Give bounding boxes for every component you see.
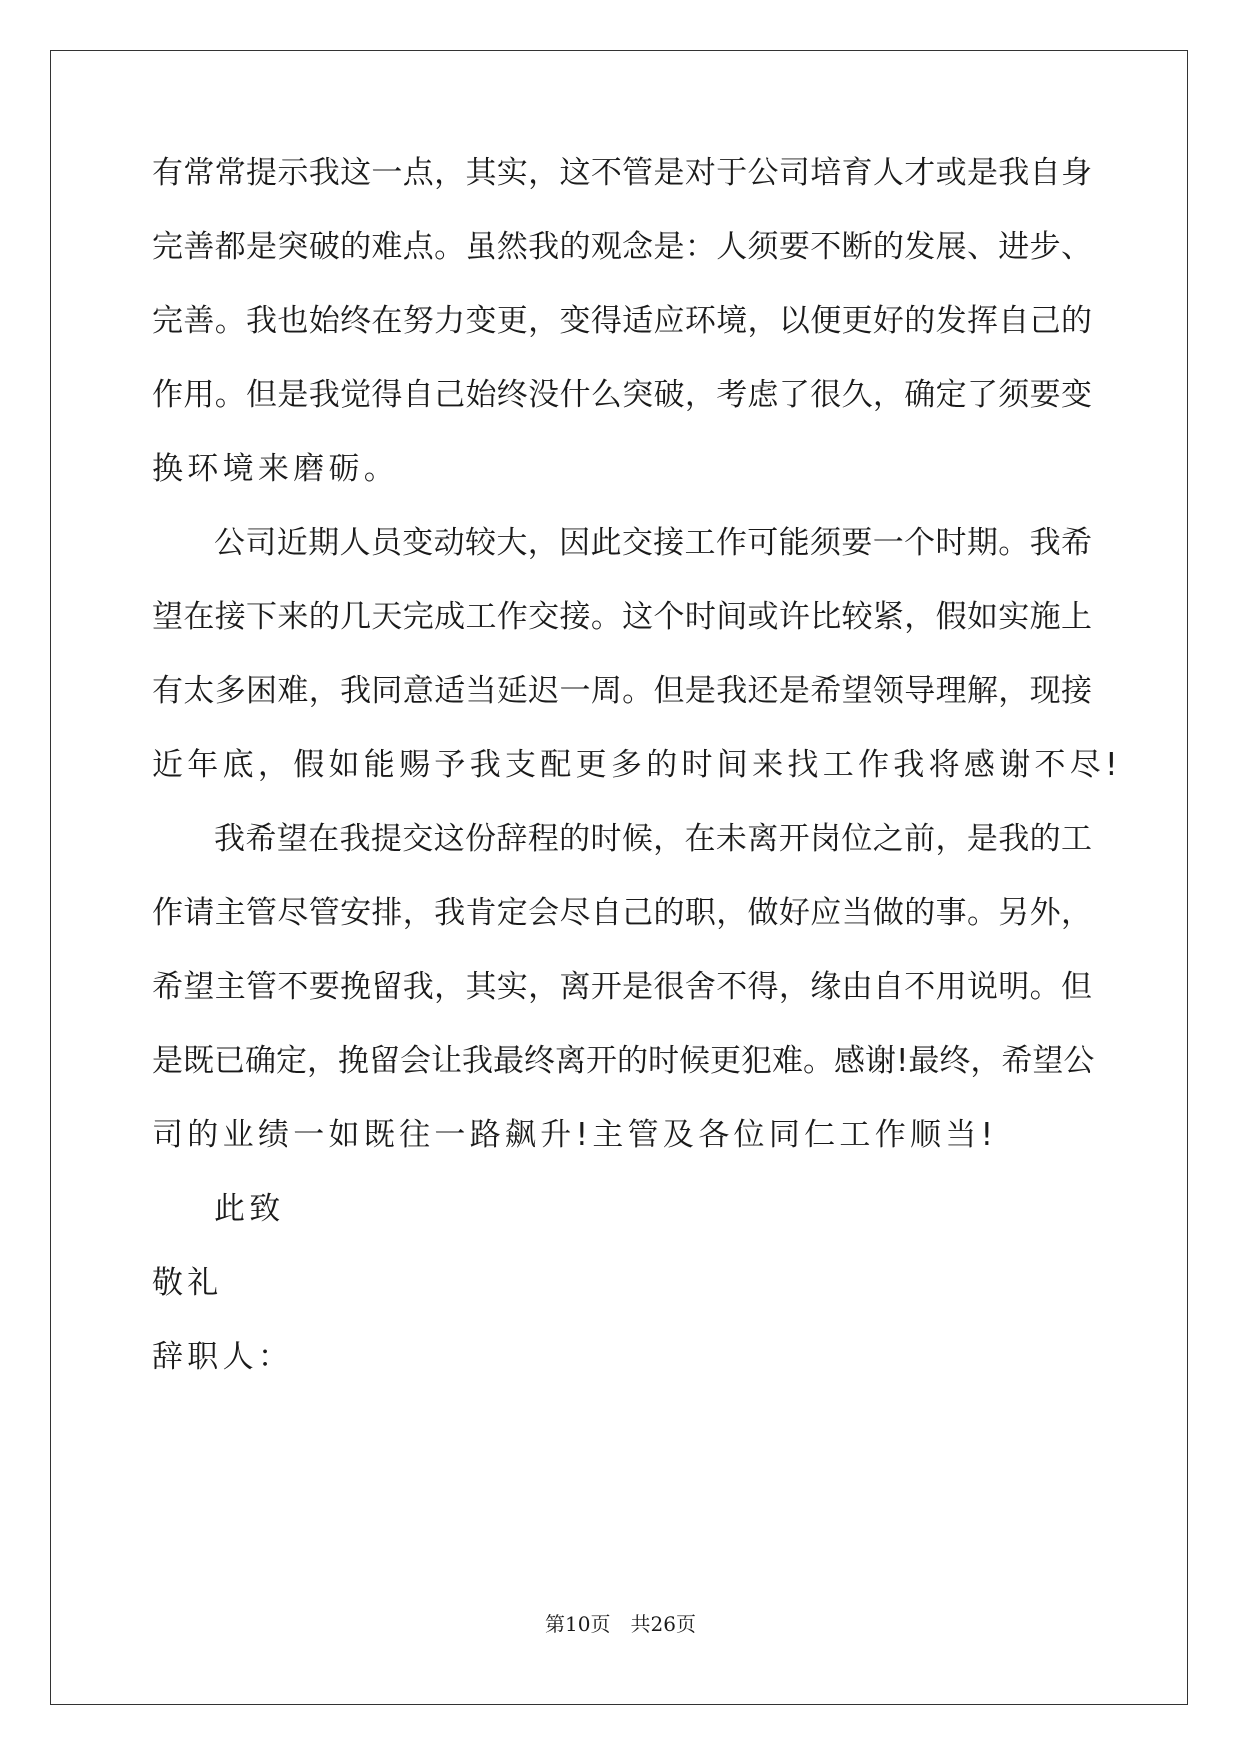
closing-regards: 敬礼 — [152, 1265, 223, 1301]
text-line: 近年底，假如能赐予我支配更多的时间来找工作我将感谢不尽! — [152, 747, 1122, 783]
text-line: 完善都是突破的难点。虽然我的观念是：人须要不断的发展、进步、 — [152, 229, 1092, 265]
text-line: 有太多困难，我同意适当延迟一周。但是我还是希望领导理解，现接 — [152, 673, 1092, 709]
paragraph-start-line: 我希望在我提交这份辞程的时候，在未离开岗位之前，是我的工 — [214, 821, 1092, 857]
text-line: 有常常提示我这一点，其实，这不管是对于公司培育人才或是我自身 — [152, 155, 1092, 191]
text-line: 换环境来磨砺。 — [152, 451, 400, 487]
closing-salutation: 此致 — [214, 1191, 285, 1227]
signature-label: 辞职人： — [152, 1339, 294, 1375]
text-line: 希望主管不要挽留我，其实，离开是很舍不得，缘由自不用说明。但 — [152, 969, 1092, 1005]
text-line: 完善。我也始终在努力变更，变得适应环境，以便更好的发挥自己的 — [152, 303, 1092, 339]
page-footer — [0, 1610, 1241, 1638]
text-line: 作请主管尽管安排，我肯定会尽自己的职，做好应当做的事。另外， — [152, 895, 1092, 931]
text-line: 是既已确定，挽留会让我最终离开的时候更犯难。感谢!最终，希望公 — [152, 1043, 1095, 1079]
page-border — [50, 50, 1188, 1705]
text-line: 望在接下来的几天完成工作交接。这个时间或许比较紧，假如实施上 — [152, 599, 1092, 635]
text-line: 作用。但是我觉得自己始终没什么突破，考虑了很久，确定了须要变 — [152, 377, 1092, 413]
page-number: 第10页 — [545, 1612, 611, 1636]
text-line: 司的业绩一如既往一路飙升!主管及各位同仁工作顺当! — [152, 1117, 998, 1153]
paragraph-start-line: 公司近期人员变动较大，因此交接工作可能须要一个时期。我希 — [214, 525, 1092, 561]
page-total: 共26页 — [630, 1612, 696, 1636]
